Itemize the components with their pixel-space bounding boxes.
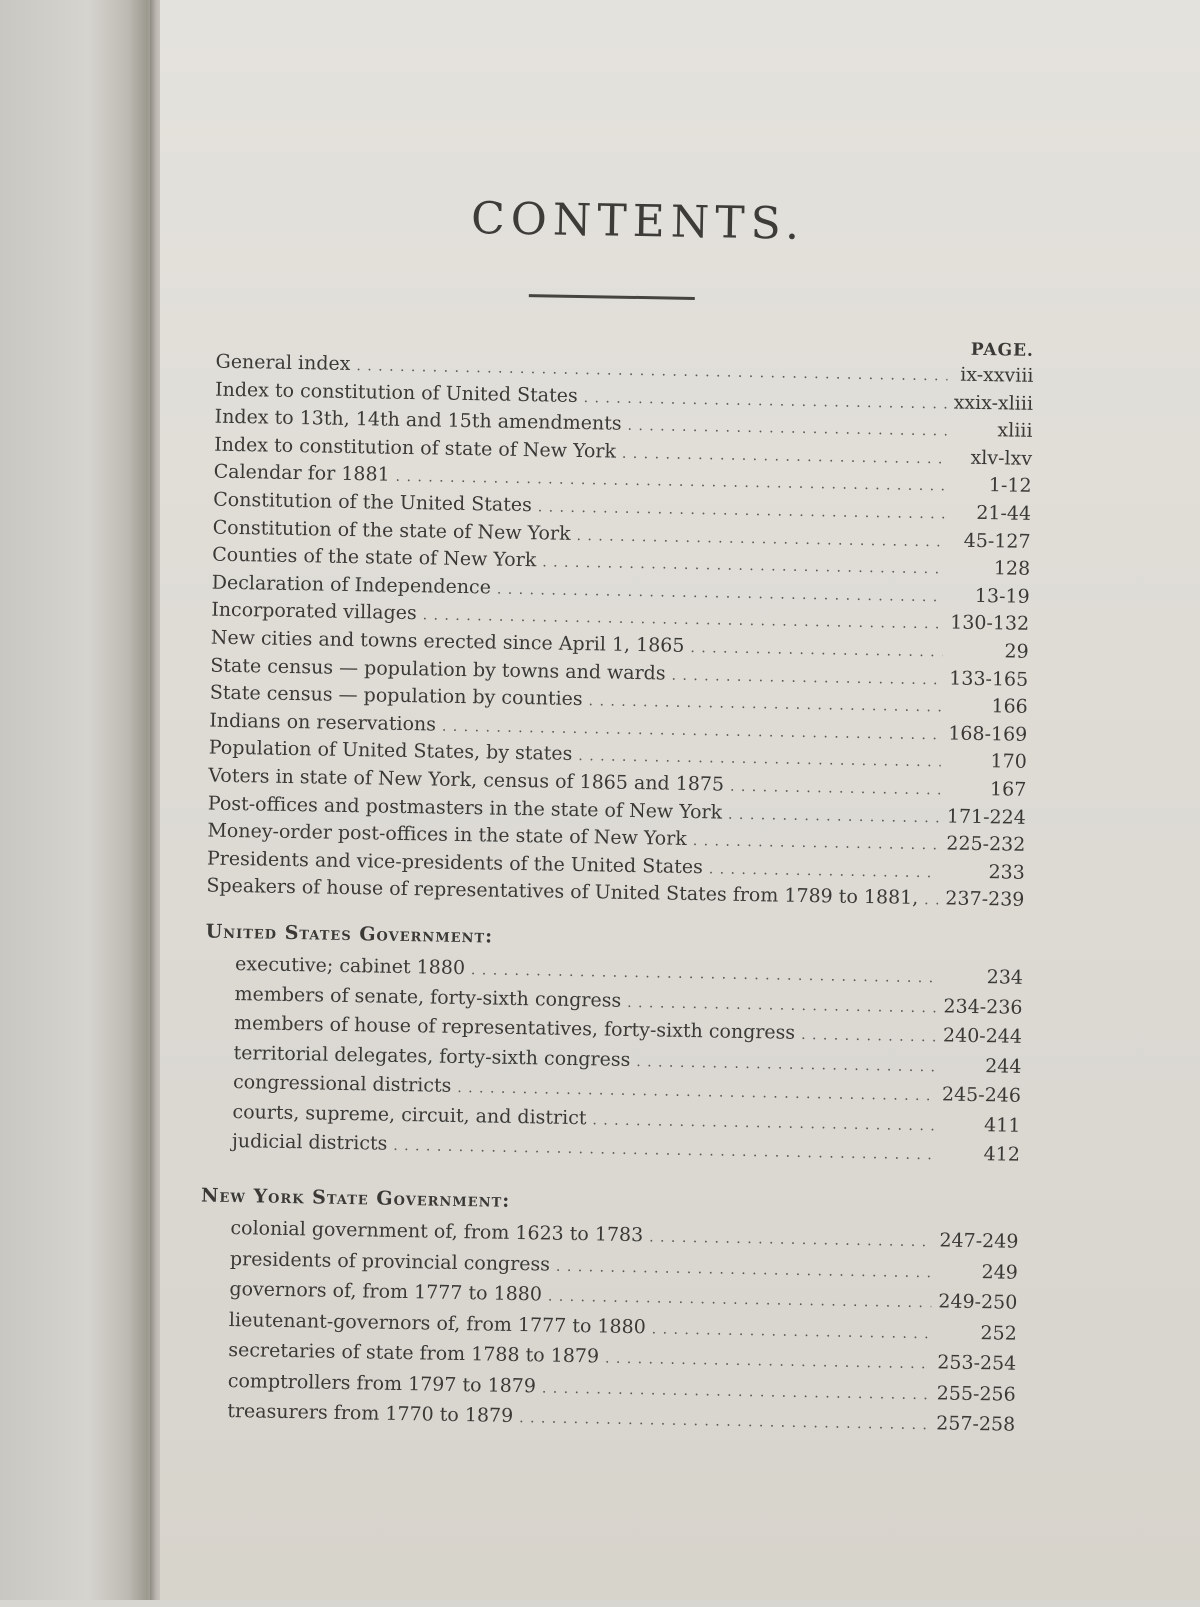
entry-label: judicial districts: [231, 1130, 388, 1155]
ny-section-heading: New York State Government:: [200, 1184, 511, 1212]
dot-leader: [627, 989, 937, 1020]
entry-page-number: 257-258: [936, 1412, 1016, 1436]
entry-label: Population of United States, by states: [208, 736, 573, 766]
adjacent-page-edge: [0, 0, 160, 1600]
entry-label: treasurers from 1770 to 1879: [227, 1399, 514, 1427]
entry-page-number: xxix-xliii: [953, 391, 1034, 415]
dot-leader: [556, 1253, 932, 1286]
entry-label: Index to constitution of United States: [214, 378, 578, 407]
entry-label: Declaration of Independence: [211, 571, 492, 599]
entry-label: Constitution of the United States: [213, 488, 533, 517]
entry-page-number: 249: [981, 1260, 1019, 1284]
entry-label: courts, supreme, circuit, and district: [232, 1100, 587, 1129]
entry-label: congressional districts: [232, 1071, 452, 1097]
entry-label: comptrollers from 1797 to 1879: [227, 1369, 537, 1397]
entry-page-number: 237-239: [945, 887, 1025, 912]
page-column-header: PAGE.: [970, 339, 1035, 361]
entry-page-number: 1-12: [988, 474, 1032, 498]
entry-label: Speakers of house of representatives of United States from 1789 to 1881,: [206, 874, 919, 910]
entry-label: New cities and towns erected since April 1, 1865: [210, 626, 685, 657]
entry-page-number: 166: [991, 695, 1028, 719]
us-section-heading: United States Government:: [205, 920, 494, 948]
dot-leader: [542, 1375, 930, 1408]
entry-page-number: xlv-lxv: [970, 446, 1033, 470]
entry-label: lieutenant-governors of, from 1777 to 1880: [228, 1308, 646, 1338]
entry-label: Counties of the state of New York: [212, 543, 537, 572]
entry-page-number: 167: [989, 778, 1027, 801]
entry-page-number: 225-232: [946, 832, 1026, 857]
entry-label: members of senate, forty-sixth congress: [234, 982, 622, 1012]
entry-page-number: 128: [993, 557, 1031, 581]
entry-label: governors of, from 1777 to 1880: [229, 1277, 543, 1306]
dot-leader: [924, 887, 939, 913]
entry-page-number: 234-236: [943, 994, 1023, 1019]
entry-label: Indians on reservations: [209, 709, 437, 736]
dot-leader: [801, 1022, 936, 1050]
entry-page-number: 45-127: [963, 529, 1031, 553]
entry-page-number: 412: [983, 1143, 1021, 1166]
entry-label: Index to 13th, 14th and 15th amendments: [214, 405, 622, 435]
dot-leader: [548, 1284, 932, 1317]
entry-page-number: 247-249: [939, 1229, 1019, 1253]
entry-label: secretaries of state from 1788 to 1879: [228, 1338, 600, 1368]
entry-page-number: 130-132: [950, 611, 1030, 636]
entry-label: executive; cabinet 1880: [234, 953, 466, 980]
dot-leader: [652, 1316, 931, 1347]
entry-page-number: 233: [988, 860, 1026, 884]
contents-page: [194, 0, 1062, 1607]
dot-leader: [519, 1405, 929, 1438]
entry-page-number: 249-250: [938, 1290, 1018, 1314]
entry-label: Presidents and vice-presidents of the United States: [206, 847, 704, 878]
entry-page-number: xliii: [997, 419, 1033, 443]
entry-page-number: 253-254: [937, 1351, 1017, 1375]
entry-page-number: 168-169: [948, 722, 1028, 746]
entry-label: Constitution of the state of New York: [212, 516, 571, 545]
entry-page-number: 240-244: [942, 1024, 1023, 1048]
entry-page-number: 411: [983, 1113, 1021, 1137]
entry-label: Post-offices and postmasters in the state of New York: [207, 792, 723, 824]
entry-label: members of house of representatives, forty-sixth congress: [233, 1012, 796, 1044]
dot-leader: [605, 1346, 931, 1378]
entry-label: Index to constitution of state of New York: [213, 433, 617, 463]
dot-leader: [393, 1133, 934, 1168]
entry-page-number: 234: [986, 966, 1024, 989]
entry-label: territorial delegates, forty-sixth congress: [233, 1041, 631, 1071]
entry-page-number: 244: [984, 1054, 1022, 1078]
entry-label: State census — population by towns and wards: [210, 654, 666, 685]
entry-label: Voters in state of New York, census of 1865 and 1875: [208, 764, 725, 796]
entry-label: presidents of provincial congress: [229, 1247, 551, 1276]
book-spine: [150, 0, 156, 1600]
dot-leader: [649, 1224, 933, 1255]
entry-page-number: 13-19: [974, 584, 1030, 608]
entry-label: colonial government of, from 1623 to 1783: [230, 1217, 644, 1247]
entry-page-number: 133-165: [949, 667, 1029, 691]
entry-page-number: 252: [980, 1321, 1017, 1345]
entry-label: State census — population by counties: [209, 681, 583, 711]
dot-leader: [592, 1107, 934, 1139]
entry-page-number: 21-44: [976, 501, 1032, 525]
entry-page-number: 255-256: [936, 1381, 1016, 1406]
entry-label: General index: [215, 350, 351, 375]
entry-page-number: 170: [990, 750, 1027, 774]
page-title: CONTENTS.: [470, 193, 806, 250]
entry-page-number: ix-xxviii: [960, 363, 1034, 387]
entry-label: Incorporated villages: [211, 598, 417, 625]
title-rule: [529, 294, 695, 300]
entry-page-number: 171-224: [946, 805, 1026, 829]
entry-page-number: 245-246: [941, 1083, 1022, 1107]
entry-label: Calendar for 1881: [213, 460, 390, 487]
dot-leader: [636, 1049, 936, 1080]
entry-label: Money-order post-offices in the state of New York: [207, 819, 687, 851]
entry-page-number: 29: [1004, 640, 1029, 663]
